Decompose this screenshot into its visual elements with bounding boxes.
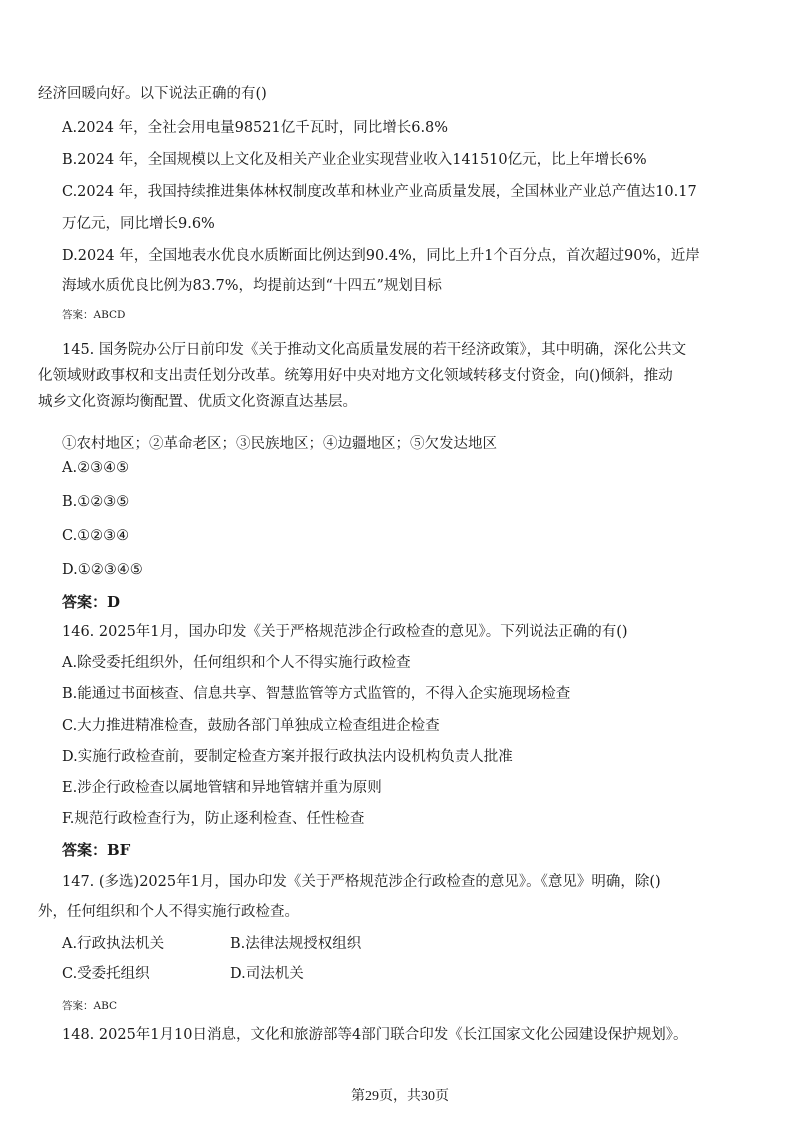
option-a: A.②③④⑤	[62, 460, 130, 476]
page-footer: 第29页，共30页	[351, 1089, 449, 1104]
option-a: A.除受委托组织外，任何组织和个人不得实施行政检查	[62, 655, 411, 671]
option-b: B.法律法规授权组织	[230, 936, 362, 952]
option-a: A.2024 年，全社会用电量98521亿千瓦时，同比增长6.8%	[62, 120, 449, 136]
option-c: C.受委托组织	[62, 966, 150, 982]
option-d: D.2024 年，全国地表水优良水质断面比例达到90.4%，同比上升1个百分点，首次超过90%，近岸	[62, 248, 700, 264]
question-147: 147. (多选)2025年1月，国办印发《关于严格规范涉企行政检查的意见》。《意见》明确，除()	[62, 874, 661, 890]
question-145-items: ①农村地区；②革命老区；③民族地区；④边疆地区；⑤欠发达地区	[62, 436, 497, 452]
option-d: D.实施行政检查前，要制定检查方案并报行政执法内设机构负责人批准	[62, 749, 513, 765]
option-c: C.大力推进精准检查，鼓励各部门单独成立检查组进企检查	[62, 718, 440, 734]
answer: 答案：ABC	[62, 1000, 118, 1012]
option-d: D.①②③④⑤	[62, 562, 143, 578]
question-148: 148. 2025年1月10日消息，文化和旅游部等4部门联合印发《长江国家文化公园建设保护规划》。	[62, 1027, 688, 1043]
option-d: D.司法机关	[230, 966, 304, 982]
option-e: E.涉企行政检查以属地管辖和异地管辖并重为原则	[62, 780, 382, 796]
question-146: 146. 2025年1月，国办印发《关于严格规范涉企行政检查的意见》。下列说法正确的有()	[62, 624, 628, 640]
option-b: B.2024 年，全国规模以上文化及相关产业企业实现营业收入141510亿元，比上年增长6%	[62, 152, 647, 168]
option-c-cont: 万亿元，同比增长9.6%	[62, 216, 215, 232]
answer: 答案：BF	[62, 841, 131, 859]
question-145-cont: 化领域财政事权和支出责任划分改革。统筹用好中央对地方文化领域转移支付资金，向()倾斜，推动	[38, 368, 673, 384]
answer: 答案：D	[62, 593, 121, 611]
answer: 答案：ABCD	[62, 309, 126, 321]
option-d-cont: 海域水质优良比例为83.7%，均提前达到“十四五”规划目标	[62, 278, 442, 294]
option-b: B.①②③⑤	[62, 494, 130, 510]
option-b: B.能通过书面核查、信息共享、智慧监管等方式监管的，不得入企实施现场检查	[62, 686, 571, 702]
question-147-cont: 外，任何组织和个人不得实施行政检查。	[38, 904, 299, 920]
option-c: C.①②③④	[62, 528, 130, 544]
question-145-cont: 城乡文化资源均衡配置、优质文化资源直达基层。	[38, 394, 357, 410]
text-line: 经济回暖向好。以下说法正确的有()	[38, 86, 267, 102]
question-145: 145. 国务院办公厅日前印发《关于推动文化高质量发展的若干经济政策》，其中明确，深化公共文	[62, 342, 687, 358]
option-f: F.规范行政检查行为，防止逐利检查、任性检查	[62, 811, 365, 827]
option-c: C.2024 年，我国持续推进集体林权制度改革和林业产业高质量发展，全国林业产业总产值达10.17	[62, 184, 697, 200]
option-a: A.行政执法机关	[62, 936, 165, 952]
